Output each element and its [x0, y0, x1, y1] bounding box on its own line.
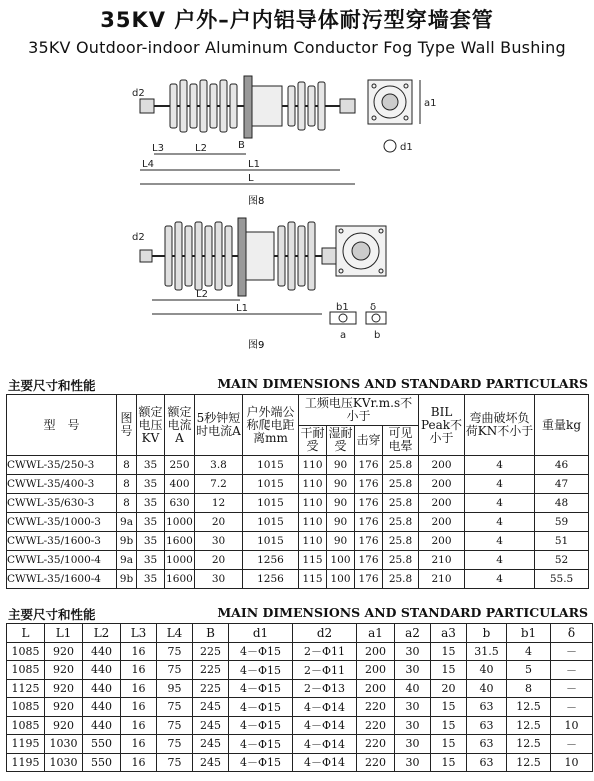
column-header: d2 — [293, 624, 357, 643]
table-cell: 176 — [355, 494, 383, 513]
header-bending-load: 弯曲破坏负荷KN不小于 — [465, 395, 535, 456]
table-cell: 176 — [355, 551, 383, 570]
table-cell: 75 — [157, 735, 193, 754]
table-cell: 35 — [137, 513, 165, 532]
header-corona: 可见电晕 — [383, 425, 419, 456]
table-cell: 550 — [83, 753, 121, 772]
table-cell: 440 — [83, 642, 121, 661]
table-cell: 4 — [465, 494, 535, 513]
figure-8-drawing — [140, 76, 420, 184]
table-cell: 75 — [157, 716, 193, 735]
table-cell: 90 — [327, 475, 355, 494]
table-cell: 20 — [195, 513, 243, 532]
table-cell: 40 — [467, 679, 507, 698]
table-cell: 75 — [157, 753, 193, 772]
table-cell: 46 — [535, 456, 589, 475]
table-cell: 16 — [121, 698, 157, 717]
table-cell: 245 — [193, 716, 229, 735]
table-cell: CWWL-35/1000-4 — [7, 551, 117, 570]
table-cell: 25.8 — [383, 570, 419, 589]
table-cell: CWWL-35/1600-3 — [7, 532, 117, 551]
table-cell: 8 — [117, 456, 137, 475]
table-cell: 15 — [431, 735, 467, 754]
header-weight: 重量kg — [535, 395, 589, 456]
table-cell: 40 — [395, 679, 431, 698]
table-cell: 25.8 — [383, 551, 419, 570]
table-cell: 220 — [357, 698, 395, 717]
table-cell: 1085 — [7, 716, 45, 735]
table-row — [7, 753, 593, 772]
table-cell: CWWL-35/1600-4 — [7, 570, 117, 589]
table-cell: 225 — [193, 661, 229, 680]
table-cell: 35 — [137, 456, 165, 475]
table-cell: 1015 — [243, 456, 299, 475]
table-cell: 1256 — [243, 570, 299, 589]
table-cell: CWWL-35/400-3 — [7, 475, 117, 494]
table-cell: 176 — [355, 513, 383, 532]
table-cell: 1195 — [7, 753, 45, 772]
label-l1: L1 — [248, 159, 260, 170]
table-cell: 440 — [83, 661, 121, 680]
table-cell: 2－Φ11 — [293, 642, 357, 661]
table-cell: 12 — [195, 494, 243, 513]
column-header: L1 — [45, 624, 83, 643]
table-cell: 9b — [117, 570, 137, 589]
column-header: L — [7, 624, 45, 643]
table-cell: 440 — [83, 716, 121, 735]
table-cell: 16 — [121, 753, 157, 772]
table-cell: － — [551, 735, 593, 754]
table-cell: 176 — [355, 475, 383, 494]
table-cell: 47 — [535, 475, 589, 494]
table-cell: 2－Φ11 — [293, 661, 357, 680]
table-cell: 1000 — [165, 513, 195, 532]
table-cell: 31.5 — [467, 642, 507, 661]
table-cell: 200 — [419, 494, 465, 513]
table-cell: 35 — [137, 475, 165, 494]
table-cell: 16 — [121, 642, 157, 661]
table-cell: 4 — [465, 456, 535, 475]
table-cell: 25.8 — [383, 456, 419, 475]
table-cell: 1600 — [165, 532, 195, 551]
table-cell: 4 — [465, 532, 535, 551]
table-cell: 20 — [431, 679, 467, 698]
table-cell: 920 — [45, 716, 83, 735]
table-cell: 30 — [195, 570, 243, 589]
table-cell: 1015 — [243, 532, 299, 551]
column-header: a3 — [431, 624, 467, 643]
table-cell: 920 — [45, 698, 83, 717]
table-cell: 30 — [395, 642, 431, 661]
table-cell: 920 — [45, 661, 83, 680]
table-cell: 1015 — [243, 494, 299, 513]
table-cell: 75 — [157, 661, 193, 680]
table-cell: 220 — [357, 753, 395, 772]
table-row — [7, 494, 589, 513]
table-cell: 25.8 — [383, 494, 419, 513]
table-cell: 1030 — [45, 753, 83, 772]
table-cell: 210 — [419, 570, 465, 589]
table-cell: 200 — [357, 642, 395, 661]
label-l2: L2 — [195, 143, 207, 154]
table-row — [7, 679, 593, 698]
label-b: B — [238, 140, 245, 151]
table-cell: 8 — [117, 475, 137, 494]
table-cell: 210 — [419, 551, 465, 570]
fig8-caption: 图8 — [248, 196, 265, 207]
table-cell: 4－Φ15 — [229, 753, 293, 772]
table-cell: 16 — [121, 679, 157, 698]
table-cell: 1256 — [243, 551, 299, 570]
label-d2-fig9: d2 — [132, 232, 145, 243]
table-row — [7, 661, 593, 680]
table-cell: 25.8 — [383, 513, 419, 532]
table-cell: CWWL-35/1000-3 — [7, 513, 117, 532]
table-cell: 200 — [357, 661, 395, 680]
table-cell: 1015 — [243, 513, 299, 532]
table-cell: 110 — [299, 456, 327, 475]
table-cell: 2－Φ13 — [293, 679, 357, 698]
table-cell: 1000 — [165, 551, 195, 570]
column-header: δ — [551, 624, 593, 643]
table-row — [7, 735, 593, 754]
table-cell: 51 — [535, 532, 589, 551]
table-cell: 15 — [431, 661, 467, 680]
header-creepage: 户外端公称爬电距离mm — [243, 395, 299, 456]
table-cell: 1600 — [165, 570, 195, 589]
table-cell: － — [551, 679, 593, 698]
table-cell: 920 — [45, 642, 83, 661]
table-cell: 90 — [327, 513, 355, 532]
table-cell: 20 — [195, 551, 243, 570]
table-cell: 15 — [431, 698, 467, 717]
label-l: L — [248, 173, 254, 184]
table-cell: CWWL-35/630-3 — [7, 494, 117, 513]
table-row — [7, 456, 589, 475]
table-cell: 440 — [83, 698, 121, 717]
table-row — [7, 698, 593, 717]
table-cell: 4－Φ14 — [293, 698, 357, 717]
table-cell: 4 — [465, 551, 535, 570]
header-power-frequency: 工频电压KVr.m.s不小于 — [299, 395, 419, 426]
table-row — [7, 475, 589, 494]
table-cell: 9a — [117, 513, 137, 532]
table-cell: 75 — [157, 698, 193, 717]
table-cell: 12.5 — [507, 735, 551, 754]
table-cell: 9b — [117, 532, 137, 551]
table-row — [7, 513, 589, 532]
label-delta: δ — [370, 302, 377, 313]
table-row — [7, 570, 589, 589]
table-cell: 35 — [137, 494, 165, 513]
table-cell: 1015 — [243, 475, 299, 494]
table-cell: 176 — [355, 532, 383, 551]
table-cell: 110 — [299, 513, 327, 532]
table-cell: 52 — [535, 551, 589, 570]
table-cell: 90 — [327, 532, 355, 551]
dimensions-table — [6, 623, 593, 772]
label-d1: d1 — [400, 142, 413, 153]
technical-drawings — [0, 66, 594, 366]
table-cell: 4 — [465, 513, 535, 532]
table-cell: CWWL-35/250-3 — [7, 456, 117, 475]
table-cell: 35 — [137, 551, 165, 570]
table-cell: 63 — [467, 753, 507, 772]
table-cell: 4 — [465, 570, 535, 589]
table-cell: 200 — [419, 475, 465, 494]
column-header: L2 — [83, 624, 121, 643]
table-cell: 30 — [395, 753, 431, 772]
table-cell: 115 — [299, 551, 327, 570]
section2-heading-cn: 主要尺寸和性能 — [8, 607, 96, 622]
table-cell: 12.5 — [507, 698, 551, 717]
table-cell: 15 — [431, 642, 467, 661]
table-cell: 245 — [193, 753, 229, 772]
table-cell: 30 — [395, 661, 431, 680]
table-cell: 90 — [327, 456, 355, 475]
table-cell: 1125 — [7, 679, 45, 698]
table-cell: 200 — [357, 679, 395, 698]
table-cell: 4－Φ14 — [293, 735, 357, 754]
table-cell: 10 — [551, 716, 593, 735]
column-header: d1 — [229, 624, 293, 643]
table-cell: 30 — [195, 532, 243, 551]
column-header: B — [193, 624, 229, 643]
table-cell: 4－Φ15 — [229, 679, 293, 698]
table-cell: 250 — [165, 456, 195, 475]
table-cell: 4 — [465, 475, 535, 494]
table-row — [7, 642, 593, 661]
table-cell: 200 — [419, 456, 465, 475]
table-cell: 4－Φ14 — [293, 716, 357, 735]
table-cell: 8 — [117, 494, 137, 513]
label-a: a — [340, 330, 347, 341]
table-cell: 15 — [431, 716, 467, 735]
table-cell: 63 — [467, 735, 507, 754]
table-cell: 400 — [165, 475, 195, 494]
table-cell: 225 — [193, 642, 229, 661]
table-cell: 4－Φ15 — [229, 642, 293, 661]
header-wet: 湿耐受 — [327, 425, 355, 456]
table-cell: 100 — [327, 551, 355, 570]
header-bil: BIL Peak不小于 — [419, 395, 465, 456]
table-cell: 16 — [121, 716, 157, 735]
table-cell: 40 — [467, 661, 507, 680]
table-cell: 30 — [395, 716, 431, 735]
figure-9-drawing — [140, 218, 386, 324]
table-cell: 90 — [327, 494, 355, 513]
table-cell: 115 — [299, 570, 327, 589]
table-cell: 10 — [551, 753, 593, 772]
table-cell: 7.2 — [195, 475, 243, 494]
column-header: a1 — [357, 624, 395, 643]
column-header: L4 — [157, 624, 193, 643]
table-cell: 176 — [355, 456, 383, 475]
table-cell: 1030 — [45, 735, 83, 754]
section1-heading-en: MAIN DIMENSIONS AND STANDARD PARTICULARS — [217, 376, 588, 391]
header-dry: 干耐受 — [299, 425, 327, 456]
dimensions-table-header — [7, 624, 593, 643]
table-row — [7, 532, 589, 551]
dimensions-table-body — [7, 642, 593, 772]
table-cell: 245 — [193, 698, 229, 717]
table-cell: 63 — [467, 716, 507, 735]
label-l4: L4 — [142, 159, 154, 170]
particulars-table — [6, 394, 589, 589]
table-cell: 16 — [121, 735, 157, 754]
header-current: 额定电流A — [165, 395, 195, 456]
table-cell: 12.5 — [507, 716, 551, 735]
table-cell: 4－Φ15 — [229, 716, 293, 735]
header-short-current: 5秒钟短时电流A — [195, 395, 243, 456]
table-cell: 25.8 — [383, 475, 419, 494]
table-cell: 110 — [299, 532, 327, 551]
table-cell: 176 — [355, 570, 383, 589]
table-cell: 4－Φ15 — [229, 735, 293, 754]
table-cell: 4－Φ15 — [229, 698, 293, 717]
table-cell: 95 — [157, 679, 193, 698]
table-cell: 220 — [357, 735, 395, 754]
table-cell: 225 — [193, 679, 229, 698]
table-row — [7, 716, 593, 735]
table-cell: 1195 — [7, 735, 45, 754]
table-cell: 30 — [395, 698, 431, 717]
page-title: 35KV 户外–户内铝导体耐污型穿墙套管 — [100, 8, 494, 32]
table-cell: 75 — [157, 642, 193, 661]
header-breakdown: 击穿 — [355, 425, 383, 456]
table-cell: 110 — [299, 494, 327, 513]
fig9-caption: 图9 — [248, 340, 265, 351]
table-cell: 25.8 — [383, 532, 419, 551]
table-cell: 35 — [137, 570, 165, 589]
column-header: L3 — [121, 624, 157, 643]
table-cell: 1085 — [7, 698, 45, 717]
table-cell: 9a — [117, 551, 137, 570]
table-cell: 200 — [419, 513, 465, 532]
table-row — [7, 551, 589, 570]
table-cell: 4－Φ14 — [293, 753, 357, 772]
table-cell: 63 — [467, 698, 507, 717]
particulars-table-body — [7, 456, 589, 589]
section1-heading-cn: 主要尺寸和性能 — [8, 378, 96, 393]
table-cell: 30 — [395, 735, 431, 754]
table-cell: 4 — [507, 642, 551, 661]
table-cell: 12.5 — [507, 753, 551, 772]
table-cell: 110 — [299, 475, 327, 494]
header-fig: 图号 — [117, 395, 137, 456]
table-cell: 48 — [535, 494, 589, 513]
table-cell: 920 — [45, 679, 83, 698]
table-cell: 440 — [83, 679, 121, 698]
table-cell: 4－Φ15 — [229, 661, 293, 680]
table-cell: 55.5 — [535, 570, 589, 589]
label-l2-fig9: L2 — [196, 289, 208, 300]
header-voltage: 额定电压KV — [137, 395, 165, 456]
label-l3: L3 — [152, 143, 164, 154]
table-cell: 550 — [83, 735, 121, 754]
label-d2: d2 — [132, 88, 145, 99]
section2-heading-en: MAIN DIMENSIONS AND STANDARD PARTICULARS — [217, 605, 588, 620]
table-cell: 220 — [357, 716, 395, 735]
page-subtitle: 35KV Outdoor-indoor Aluminum Conductor Fog Type Wall Bushing — [28, 38, 566, 57]
table-cell: 16 — [121, 661, 157, 680]
label-l1-fig9: L1 — [236, 303, 248, 314]
table-cell: 3.8 — [195, 456, 243, 475]
label-b-terminal: b — [374, 330, 381, 341]
table-cell: － — [551, 698, 593, 717]
table-cell: 630 — [165, 494, 195, 513]
label-a1: a1 — [424, 98, 437, 109]
table-cell: 1085 — [7, 642, 45, 661]
table-cell: 100 — [327, 570, 355, 589]
table-cell: 5 — [507, 661, 551, 680]
table-cell: 245 — [193, 735, 229, 754]
header-model: 型 号 — [7, 395, 117, 456]
table-cell: 59 — [535, 513, 589, 532]
table-cell: 35 — [137, 532, 165, 551]
table-cell: 8 — [507, 679, 551, 698]
column-header: b — [467, 624, 507, 643]
column-header: a2 — [395, 624, 431, 643]
table-cell: 200 — [419, 532, 465, 551]
table-cell: － — [551, 661, 593, 680]
table-cell: － — [551, 642, 593, 661]
column-header: b1 — [507, 624, 551, 643]
table-cell: 1085 — [7, 661, 45, 680]
table-cell: 15 — [431, 753, 467, 772]
label-b1: b1 — [336, 302, 349, 313]
